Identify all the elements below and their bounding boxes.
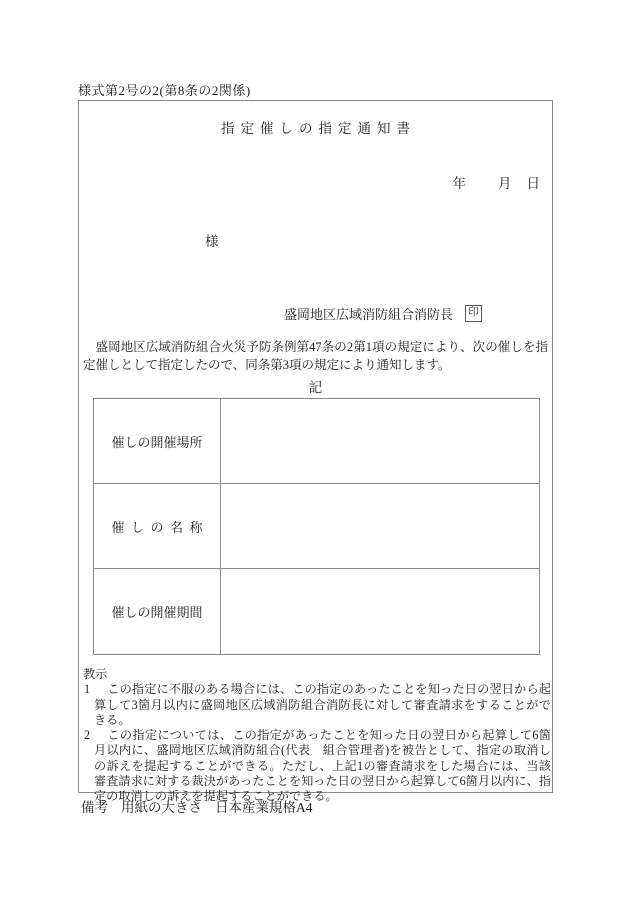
- instruction-item-2: [82, 728, 551, 804]
- event-venue-value-cell: [221, 399, 539, 484]
- form-number: 様式第2号の2(第8条の2関係): [78, 83, 251, 98]
- footer-note-value: 日本産業規格A4: [215, 800, 313, 815]
- event-venue-label: 催しの開催場所: [94, 399, 221, 484]
- footer-note-label: 備考: [81, 800, 108, 815]
- instruction-item-1-number: 1: [84, 682, 91, 697]
- issuer-line: [284, 304, 482, 323]
- instructions-section: [82, 667, 551, 805]
- instruction-item-2-number: 2: [84, 728, 91, 743]
- event-period-label: 催しの開催期間: [94, 569, 221, 654]
- footer-note-item: 用紙の大きさ: [121, 800, 202, 815]
- seal-mark: 印: [465, 305, 482, 322]
- footer-note: [81, 796, 313, 816]
- event-name-label: 催しの名称: [94, 484, 221, 569]
- instructions-heading: 教示: [83, 667, 108, 681]
- event-detail-table: [93, 398, 540, 655]
- document-title: 指定催しの指定通知書: [221, 121, 416, 136]
- date-month-label: 月: [498, 176, 512, 191]
- date-line: [453, 172, 541, 192]
- body-paragraph: 盛岡地区広域消防組合火災予防条例第47条の2第1項の規定により、次の催しを指定催しとして指定したので、同条第3項の規定により通知します。: [83, 340, 548, 372]
- instruction-item-1: [82, 682, 551, 728]
- form-sheet: [78, 100, 553, 804]
- event-period-value-cell: [221, 569, 539, 654]
- issuer-name: 盛岡地区広域消防組合消防長: [283, 307, 453, 322]
- date-year-label: 年: [452, 176, 466, 191]
- section-marker: 記: [308, 380, 323, 395]
- addressee-suffix: 様: [205, 234, 219, 249]
- date-day-label: 日: [526, 176, 540, 191]
- instruction-item-2-text: この指定については、この指定があったことを知った日の翌日から起算して6箇月以内に、盛岡地区広域消防組合(代表 組合管理者)を被告として、指定の取消しの訴えを提起することができる。ただし、上記1の審査請求をした場合には、当該審査請求に対する裁決があったことを知った日の翌日から起算して6箇月以内に、指定の取消しの訴えを提起することができる。: [94, 728, 551, 804]
- instruction-item-1-text: この指定に不服のある場合には、この指定のあったことを知った日の翌日から起算して3箇月以内に盛岡地区広域消防組合消防長に対して審査請求をすることができる。: [94, 682, 551, 727]
- event-name-value-cell: [221, 484, 539, 569]
